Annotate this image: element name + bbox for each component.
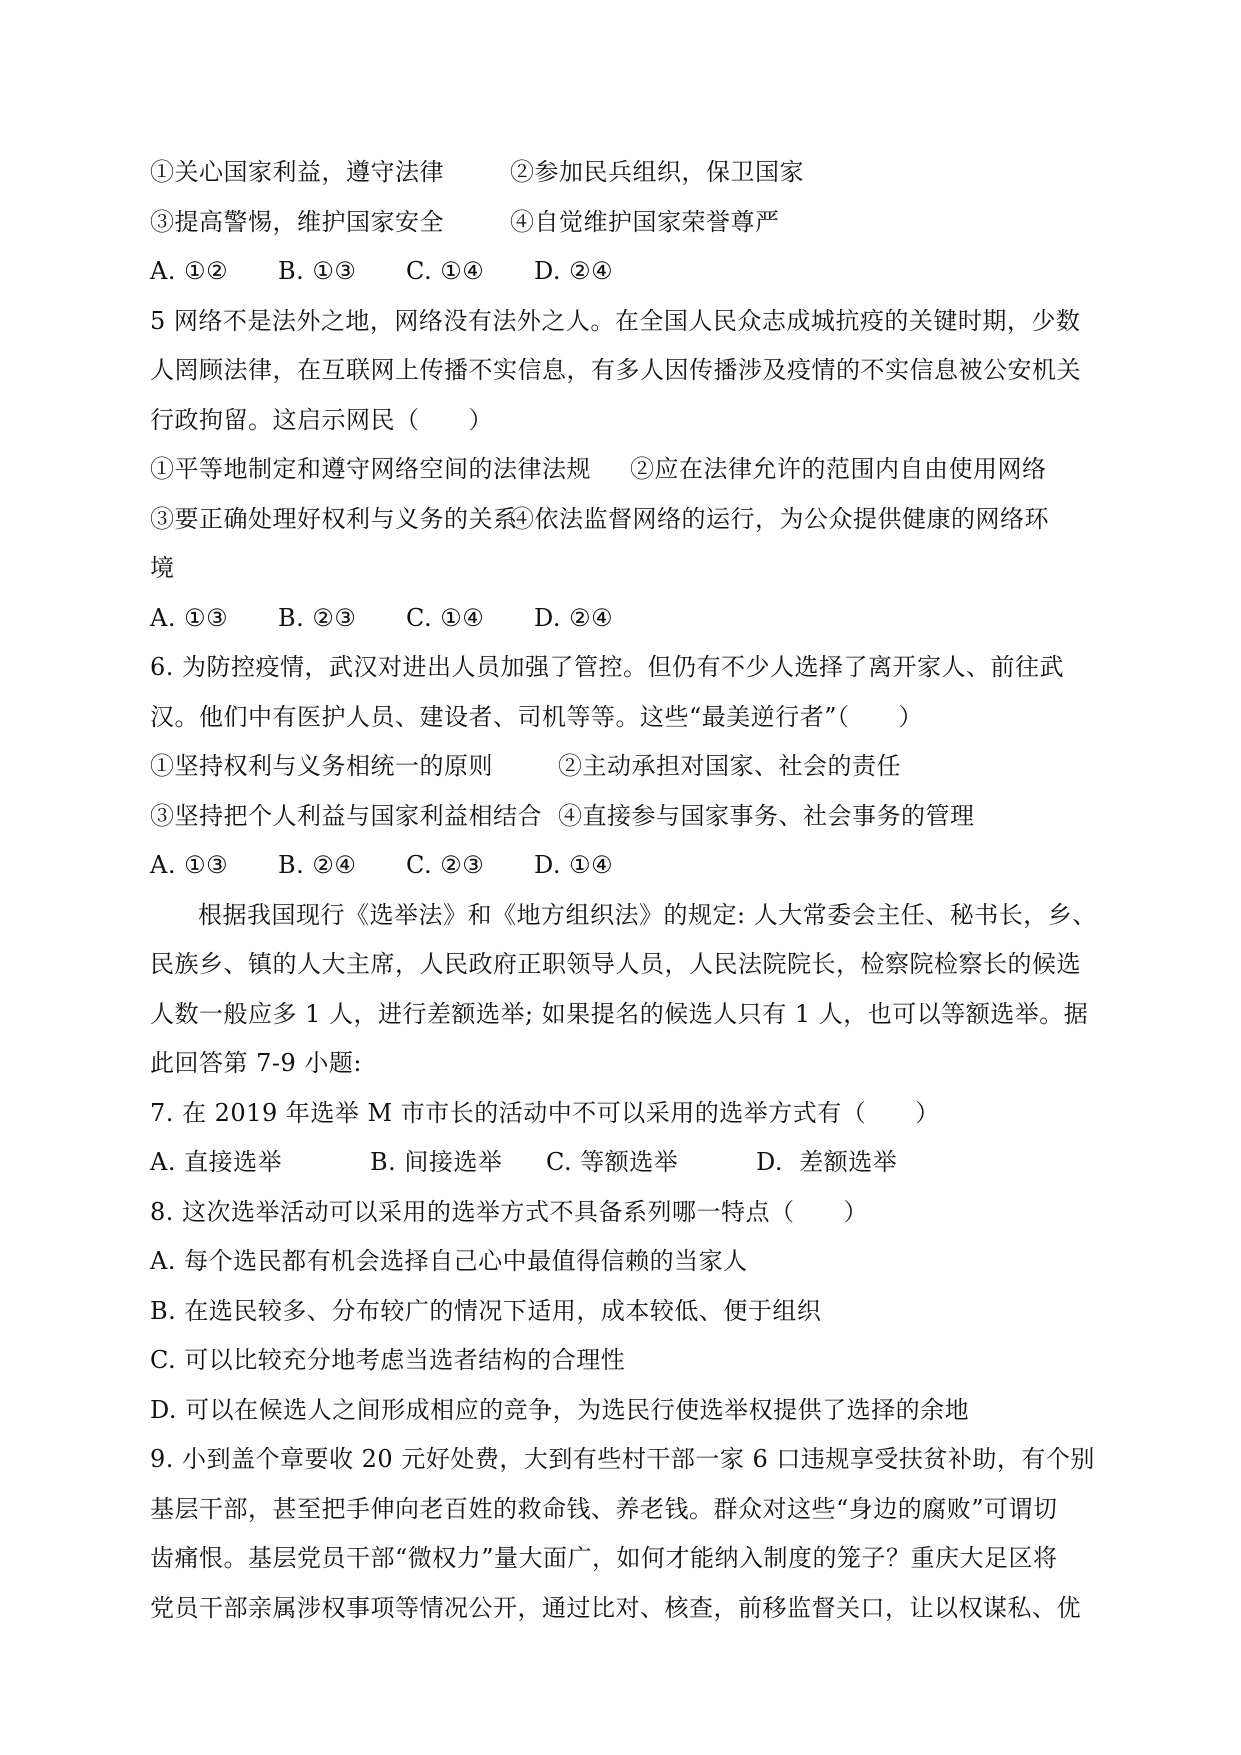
q5-item-4-continued: 境 [150, 554, 175, 582]
material-line: 根据我国现行《选举法》和《地方组织法》的规定: 人大常委会主任、秘书长，乡、 [198, 900, 1097, 929]
q4-item-1: ①关心国家利益，遵守法律 [150, 158, 444, 186]
q5-option-b: B. ②③ [278, 603, 357, 632]
q6-items-row1 [150, 742, 1110, 792]
q6-stem-line: 6. 为防控疫情，武汉对进出人员加强了管控。但仍有不少人选择了离开家人、前往武 [150, 653, 1065, 681]
q6-option-c: C. ②③ [406, 851, 485, 879]
q9-stem-line: 齿痛恨。基层党员干部“微权力”量大面广，如何才能纳入制度的笼子？重庆大足区将 [150, 1544, 1058, 1572]
q7-option-a: A. 直接选举 [150, 1148, 283, 1176]
q8-option-b: B. 在选民较多、分布较广的情况下适用，成本较低、便于组织 [150, 1296, 822, 1325]
q5-item-2: ②应在法律允许的范围内自由使用网络 [630, 455, 1047, 483]
q7-option-b: B. 间接选举 [370, 1148, 503, 1176]
q9-stem-line: 基层干部，甚至把手伸向老百姓的救命钱、养老钱。群众对这些“身边的腐败”可谓切 [150, 1494, 1058, 1523]
q7-option-d: D. 差额选举 [756, 1148, 898, 1176]
q8-option-c: C. 可以比较充分地考虑当选者结构的合理性 [150, 1346, 626, 1374]
q4-option-a: A. ①② [150, 257, 229, 285]
q6-options [150, 841, 1110, 891]
q5-item-4: ④依法监督网络的运行，为公众提供健康的网络环 [510, 504, 1049, 533]
q6-option-a: A. ①③ [150, 851, 229, 879]
material-line: 人数一般应多 1 人，进行差额选举; 如果提名的候选人只有 1 人，也可以等额选举。据 [150, 999, 1089, 1028]
exam-page [150, 148, 1110, 1633]
q7-option-c: C. 等额选举 [546, 1148, 679, 1176]
q5-item-3: ③要正确处理好权利与义务的关系 [150, 504, 518, 533]
q6-stem-line: 汉。他们中有医护人员、建设者、司机等等。这些“最美逆行者”（ ） [150, 702, 924, 731]
q5-stem-line: 5 网络不是法外之地，网络没有法外之人。在全国人民众志成城抗疫的关键时期，少数 [150, 306, 1081, 335]
q6-item-3: ③坚持把个人利益与国家利益相结合 [150, 801, 542, 830]
q4-item-3: ③提高警惕，维护国家安全 [150, 207, 444, 236]
q5-options [150, 594, 1110, 644]
material-line: 民族乡、镇的人大主席，人民政府正职领导人员，人民法院院长，检察院检察长的候选 [150, 950, 1081, 978]
q5-item-1: ①平等地制定和遵守网络空间的法律法规 [150, 455, 591, 483]
q9-stem-line: 9. 小到盖个章要收 20 元好处费，大到有些村干部一家 6 口违规享受扶贫补助，有个别 [150, 1445, 1095, 1473]
q6-item-2: ②主动承担对国家、社会的责任 [558, 752, 901, 780]
q4-items-row1 [150, 148, 1110, 198]
q4-item-2: ②参加民兵组织，保卫国家 [510, 158, 804, 186]
q5-items-row1 [150, 445, 1110, 495]
q8-stem: 8. 这次选举活动可以采用的选举方式不具备系列哪一特点（ ） [150, 1197, 869, 1226]
q6-option-d: D. ①④ [534, 851, 614, 879]
q5-items-row2 [150, 495, 1110, 545]
q6-option-b: B. ②④ [278, 851, 357, 879]
q7-options [150, 1138, 1110, 1188]
q4-option-c: C. ①④ [406, 257, 485, 285]
q5-stem-line: 行政拘留。这启示网民（ ） [150, 405, 493, 434]
q4-item-4: ④自觉维护国家荣誉尊严 [510, 207, 780, 236]
q5-stem-line: 人罔顾法律，在互联网上传播不实信息，有多人因传播涉及疫情的不实信息被公安机关 [150, 356, 1081, 384]
q5-option-d: D. ②④ [534, 603, 614, 632]
q4-options [150, 247, 1110, 297]
q6-item-4: ④直接参与国家事务、社会事务的管理 [558, 801, 975, 830]
q4-option-d: D. ②④ [534, 257, 614, 285]
q9-stem-line: 党员干部亲属涉权事项等情况公开，通过比对、核查，前移监督关口，让以权谋私、优 [150, 1593, 1081, 1622]
q5-option-c: C. ①④ [406, 603, 485, 632]
q4-option-b: B. ①③ [278, 257, 357, 285]
q8-option-d: D. 可以在候选人之间形成相应的竞争，为选民行使选举权提供了选择的余地 [150, 1395, 970, 1424]
q8-option-a: A. 每个选民都有机会选择自己心中最值得信赖的当家人 [150, 1247, 748, 1275]
q7-stem: 7. 在 2019 年选举 M 市市长的活动中不可以采用的选举方式有（ ） [150, 1098, 940, 1127]
q5-option-a: A. ①③ [150, 603, 229, 632]
q6-items-row2 [150, 792, 1110, 842]
material-line: 此回答第 7-9 小题: [150, 1049, 362, 1077]
q6-item-1: ①坚持权利与义务相统一的原则 [150, 752, 493, 780]
q4-items-row2 [150, 198, 1110, 248]
